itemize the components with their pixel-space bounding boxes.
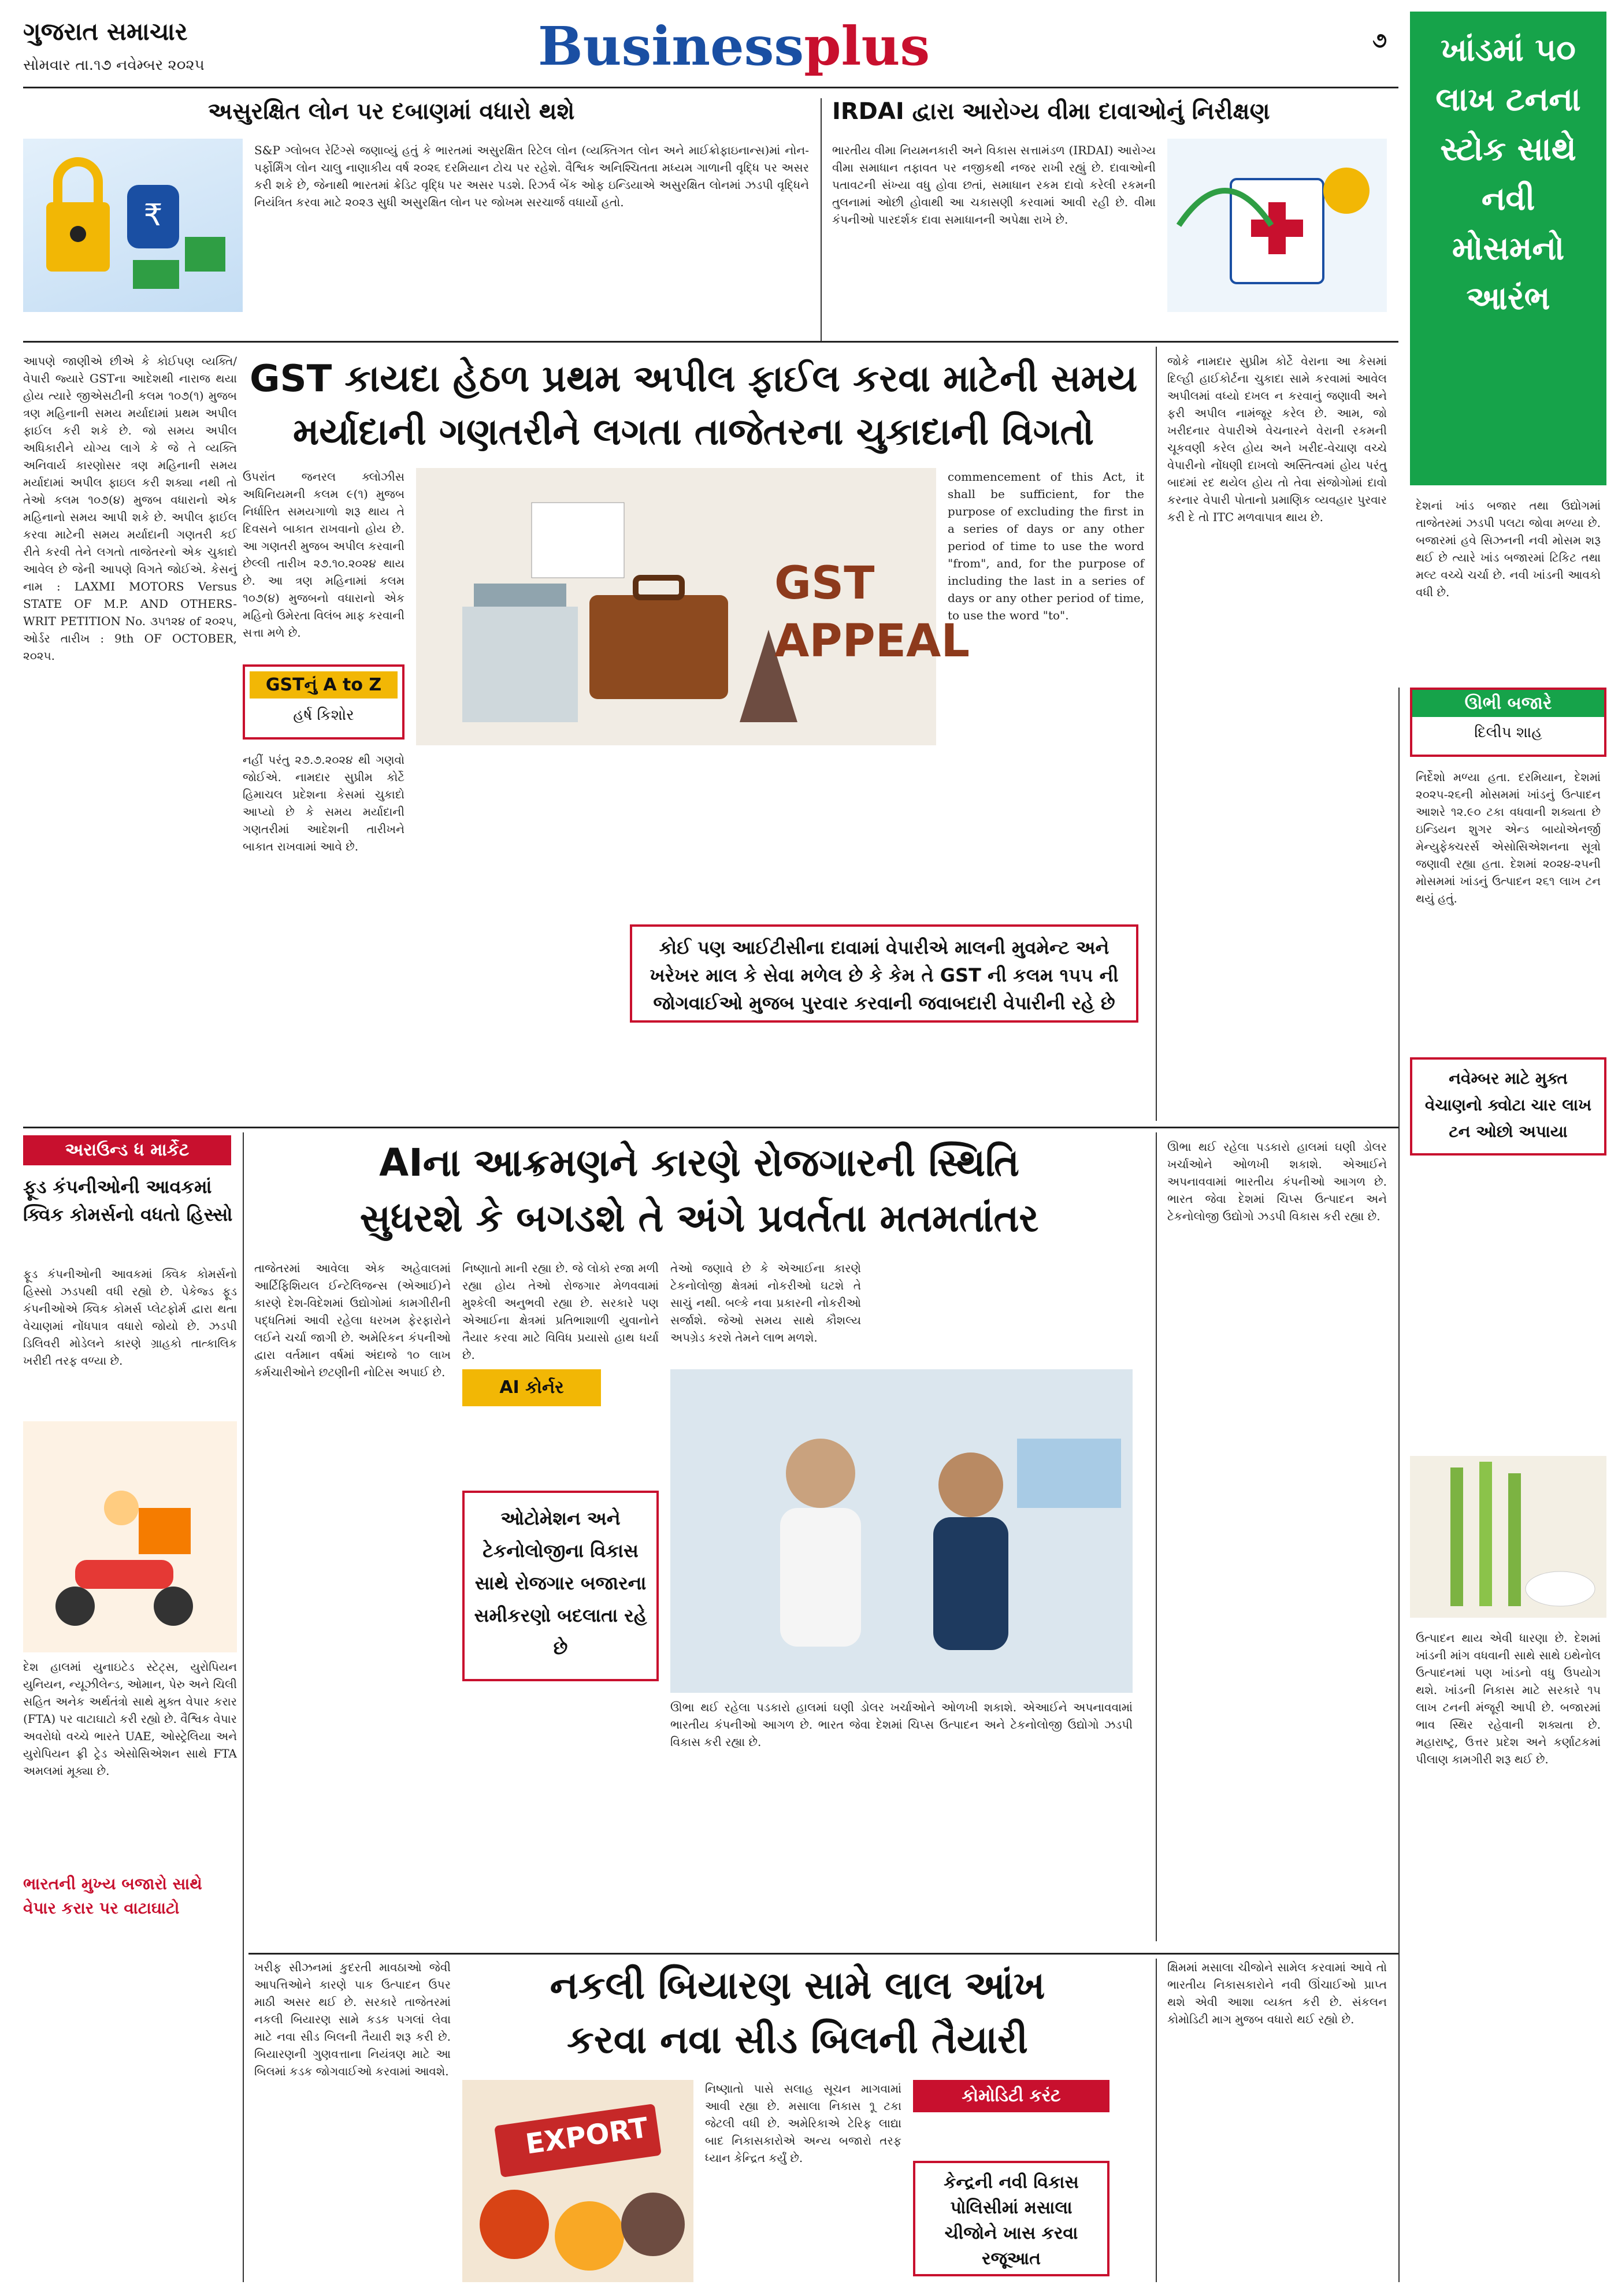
delivery-illustration [23, 1421, 237, 1652]
gst-col2b: નહીં પરંતુ ૨૭.૭.૨૦૨૪ થી ગણવો જોઈએ. નામદાર સુપ્રીમ કોર્ટે હિમાચલ પ્રદેશના કેસમાં ચુકાદો આપ્યો છે કે સમય મર્યાદાની ગણતરીમાં આદેશની તારીખને બાકાત રાખવામાં આવે છે. [243, 753, 404, 853]
masthead-rule [23, 87, 1398, 88]
tally-body: નિર્દેશો મળ્યા હતા. દરમિયાન, દેશમાં ૨૦૨૫-૨૬ની મોસમમાં ખાંડનું ઉત્પાદન આશરે ૧૨.૯૦ ટકા વધવાની શક્યતા છે ઇન્ડિયન શુગર એન્ડ બાયોએનર્જી મેન્યુફેક્ચરર્સ એસોસિએશનના સૂત્રો જણાવી રહ્યા હતા. દેશમાં ૨૦૨૪-૨૫ની મોસમમાં ખાંડનું ઉત્પાદન ૨૬૧ લાખ ટન થયું હતું. [1416, 770, 1601, 905]
section-title-main: Business [537, 15, 804, 77]
office-workers-image [670, 1369, 1133, 1693]
green-box-headline: ખાંડમાં ૫૦ લાખ ટનના સ્ટોક સાથે નવી મોસમનો આરંભ [1435, 31, 1581, 317]
gst-author: હર્ષ કિશોર [293, 707, 354, 724]
green-feature-box [1410, 12, 1606, 485]
ai-body-col4: ઊભા થઈ રહેલા પડકારો હાલમાં ઘણી ડોલર ખર્ચાઓને ઓળખી શકાશે. એઆઈને અપનાવવામાં ભારતીય કંપનીઓ આગળ છે. ભારત જેવા દેશમાં ચિપ્સ ઉત્પાદન અને ટેકનોલોજી ઉદ્યોગો ઝડપી વિકાસ કરી રહ્યા છે. [670, 1700, 1133, 1749]
ai-body-col3: તેઓ જણાવે છે કે એઆઈના કારણે ટેકનોલોજી ક્ષેત્રમાં નોકરીઓ ઘટશે તે સાચું નથી. બલ્કે નવા પ્રકારની નોકરીઓ સર્જાશે. જેઓ સમય સાથે કૌશલ્ય અપગ્રેડ કરશે તેમને લાભ મળશે. [670, 1261, 861, 1344]
around-market-body-2: દેશ હાલમાં યુનાઇટેડ સ્ટેટ્સ, યુરોપિયન યુનિયન, ન્યૂઝીલેન્ડ, ઓમાન, પેરુ અને ચિલી સહિત અનેક અર્થતંત્રો સાથે મુક્ત વેપાર કરાર (FTA) પર વાટાઘાટો કરી રહ્યો છે. વૈશ્વિક વેપાર અવરોધો વચ્ચે ભારતે UAE, ઓસ્ટ્રેલિયા અને યુરોપિયન ફ્રી ટ્રેડ એસોસિએશન સાથે FTA અમલમાં મૂક્યા છે. [23, 1660, 237, 1778]
ai-right-divider [1156, 1132, 1157, 1941]
seeds-headline [462, 1959, 1133, 2068]
ai-body-col1: તાજેતરમાં આવેલા એક અહેવાલમાં આર્ટિફિશિયલ ઈન્ટેલિજન્સ (એઆઈ)ને કારણે દેશ-વિદેશમાં ઉદ્યોગોમાં કામગીરીની પદ્ધતિમાં આવી રહેલા ધરખમ ફેરફારોને લઈને ચર્ચા જાગી છે. અમેરિકન કંપનીઓ દ્વારા વર્તમાન વર્ષમાં અંદાજે ૧૦ લાખ કર્મચારીઓને છટણીની નોટિસ અપાઈ છે. [254, 1261, 451, 1379]
sugarcane-icon [1410, 1456, 1606, 1618]
masthead-paper-name: ગુજરાત સમાચાર [23, 17, 188, 46]
gst-col1: આપણે જાણીએ છીએ કે કોઈપણ વ્યક્તિ/વેપારી જ્યારે GSTના આદેશથી નારાજ થયા હોય ત્યારે જીએસટીની કલમ ૧૦૭(૧) મુજબ ત્રણ મહિનાની સમય મર્યાદામાં પ્રથમ અપીલ ફાઈલ કરી શકે છે. જો સમય અપીલ અધિકારીને યોગ્ય લાગે કે જે તે વ્યક્તિ અનિવાર્ય કારણોસર ત્રણ મહિનાની સમય મર્યાદામાં અપીલ ફાઇલ કરી શક્યા નથી તો તેઓ કલમ ૧૦૭(૪) મુજબ વધારાનો એક મહિનાનો સમય આપી શકે છે. અપીલ ફાઈલ કરવા માટેની સમય મર્યાદાની ગણતરી કઈ રીતે કરવી તેને લગતો તાજેતરનો એક ચુકાદો આવેલ છે જેની આપણે વિગતે જોઈએ. કેસનું નામ : LAXMI MOTORS Versus STATE OF M.P. AND OTHERS- WRIT PETITION No. ૩૫૧૨૪ of ૨૦૨૫, ઓર્ડર તારીખ : 9th OF OCTOBER, ૨૦૨૫. [23, 354, 237, 663]
gst-headline-line2: મર્યાદાની ગણતરીને લગતા તાજેતરના ચુકાદાની વિગતો [293, 411, 1094, 454]
ai-headline [254, 1135, 1144, 1251]
top-column-divider [821, 98, 822, 341]
commodity-column-tag: કોમોડિટી કરંટ [913, 2080, 1109, 2112]
right-column-bottom: ઉત્પાદન થાય એવી ધારણા છે. દેશમાં ખાંડની માંગ વધવાની સાથે સાથે ઇથેનોલ ઉત્પાદનમાં પણ ખાંડનો વધુ ઉપયોગ થશે. ખાંડની નિકાસ માટે સરકારે ૧૫ લાખ ટનની મંજૂરી આપી છે. બજારમાં ભાવ સ્થિર રહેવાની શક્યતા છે. મહારાષ્ટ્ર, ઉત્તર પ્રદેશ અને કર્ણાટકમાં પીલાણ કામગીરી શરૂ થઈ છે. [1416, 1631, 1601, 1766]
seeds-body-col1: ખરીફ સીઝનમાં કુદરતી માવઠાઓ જેવી આપત્તિઓને કારણે પાક ઉત્પાદન ઉપર માઠી અસર થઈ છે. સરકારે તાજેતરમાં નકલી બિયારણ સામે કડક પગલાં લેવા માટે નવા સીડ બિલની તૈયારી શરૂ કરી છે. બિયારણની ગુણવત્તાના નિયંત્રણ માટે આ બિલમાં કડક જોગવાઈઓ કરવામાં આવશે. [254, 1960, 451, 2078]
ai-column-tag: AI કોર્નર [462, 1369, 601, 1406]
section-title [532, 12, 936, 81]
top-section-rule [23, 341, 1398, 343]
green-box-body: દેશનાં ખાંડ બજાર તથા ઉદ્યોગમાં તાજેતરમાં ઝડપી પલટા જોવા મળ્યા છે. બજારમાં હવે સિઝનની નવી મોસમ શરૂ થઈ છે ત્યારે ખાંડ બજારમાં ટિકિટ તથા મલ્ટ વચ્ચે ચર્ચા છે. નવી ખાંડની આવકો વધી છે. [1416, 499, 1601, 599]
gst-image-text-1: GST [774, 558, 875, 610]
seeds-right-divider [1156, 1959, 1157, 2282]
seeds-headline-line1: નકલી બિયારણ સામે લાલ આંખ [550, 1963, 1045, 2008]
irdai-illustration [1167, 139, 1387, 312]
health-insurance-icon [1167, 139, 1387, 312]
tally-callout: નવેમ્બર માટે મુક્ત વેચાણનો ક્વોટા ચાર લાખ ટન ઓછો અપાયા [1410, 1057, 1606, 1156]
right-divider [1398, 688, 1400, 2282]
gst-image-text-2: APPEAL [774, 615, 970, 667]
spices-export-label: EXPORT [524, 2111, 651, 2161]
ai-body-col5: ઊભા થઈ રહેલા પડકારો હાલમાં ઘણી ડોલર ખર્ચાઓને ઓળખી શકાશે. એઆઈને અપનાવવામાં ભારતીય કંપનીઓ આગળ છે. ભારત જેવા દેશમાં ચિપ્સ ઉત્પાદન અને ટેકનોલોજી ઉદ્યોગો ઝડપી વિકાસ કરી રહ્યા છે. [1167, 1140, 1387, 1223]
left-divider [243, 1132, 244, 2282]
svg-text:₹: ₹ [143, 198, 163, 233]
gst-column-tag-label: GSTનું A to Z [250, 671, 398, 699]
irdai-headline: IRDAI દ્વારા આરોગ્ય વીમા દાવાઓનું નિરીક્ષણ [832, 98, 1270, 125]
gst-col2: ઉપરાંત જનરલ ક્લોઝીસ અધિનિયમની કલમ ૯(૧) મુજબ નિર્ધારિત સમયગાળો શરૂ થાય તે દિવસને બાકાત રાખવાનો હોય છે. આ ગણતરી મુજબ અપીલ કરવાની છેલ્લી તારીખ ૨૭.૧૦.૨૦૨૪ થાય છે. આ ત્રણ મહિનામાં કલમ ૧૦૭(૪) મુજબનો વધારાનો એક મહિનો ઉમેરતા વિલંબ માફ કરવાની સત્તા મળે છે. [243, 470, 404, 640]
loans-illustration [23, 139, 243, 312]
spices-illustration [462, 2080, 693, 2282]
tally-column-header [1410, 688, 1606, 757]
loans-body: S&P ગ્લોબલ રેટિંગ્સે જણાવ્યું હતું કે ભારતમાં અસુરક્ષિત રિટેલ લોન (વ્યક્તિગત લોન અને માઈક્રોફાઇનાન્સ)માં નોન-પર્ફોર્મિંગ લોન ચાલુ નાણાકીય વર્ષ ૨૦૨૬ દરમિયાન ટોચ પર રહેશે. વૈશ્વિક અનિશ્ચિતતા મધ્યમ ગાળાની વૃદ્ધિ પર અસર કરી શકે છે, જેનાથી ભારતમાં ક્રેડિટ વૃદ્ધિ પર અસર પડશે. રિઝર્વ બેંક ઓફ ઇન્ડિયાએ અસુરક્ષિત લોનમાં ઝડપી વૃદ્ધિને નિયંત્રિત કરવા માટે ૨૦૨૩ સુધી અસુરક્ષિત લોન પર જોખમ સરચાર્જ વધાર્યો હતો. [254, 143, 809, 209]
ai-callout: ઓટોમેશન અને ટેકનોલોજીના વિકાસ સાથે રોજગાર બજારના સમીકરણો બદલાતા રહે છે [462, 1491, 659, 1681]
page-number: ૭ [1372, 29, 1387, 53]
gst-appeal-illustration [416, 468, 970, 745]
delivery-scooter-icon [23, 1421, 237, 1652]
gst-section-rule [23, 1127, 1398, 1128]
masthead-date: સોમવાર તા.૧૭ નવેમ્બર ૨૦૨૫ [23, 57, 205, 74]
padlock-money-icon [23, 139, 243, 312]
seeds-body-col2: નિષ્ણાતો પાસે સલાહ સૂચન માગવામાં આવી રહ્યા છે. મસાલા નિકાસ ૧ૂ ટકા જેટલી વધી છે. અમેરિકાએ ટેરિફ લાદ્યા બાદ નિકાસકારોએ અન્ય બજારો તરફ ધ્યાન કેન્દ્રિત કર્યું છે. [705, 2082, 901, 2165]
gst-headline-line1: GST કાયદા હેઠળ પ્રથમ અપીલ ફાઈલ કરવા માટેની સમય [249, 358, 1138, 400]
gst-col5: જોકે નામદાર સુપ્રીમ કોર્ટે વેરાના આ કેસમાં દિલ્હી હાઈકોર્ટના ચુકાદા સામે કરવામાં આવેલ અપીલમાં વધ્યો દખલ ન કરવાનું જણાવી અને ફરી અપીલ નામંજૂર કરેલ છે. આમ, જો ખરીદનાર વેપારીએ વેચનારને વેરાની રકમની ચૂકવણી કરેલ હોય અને ખરીદ-વેચાણ વચ્ચે વેપારીનો નોંધણી દાખલો અસ્તિત્વમાં હોય પરંતુ બાદમાં રદ થયેલ હોય તો તેવા સંજોગોમાં દાવો કરનાર વેપારી પોતાનો પ્રમાણિક વ્યવહાર પુરવાર કરી દે તો ITC મળવાપાત્ર થાય છે. [1167, 354, 1387, 524]
around-market-tag: અરાઉન્ડ ધ માર્કેટ [23, 1135, 231, 1165]
tally-author: દિલીપ શાહ [1474, 724, 1542, 741]
seeds-headline-line2: કરવા નવા સીડ બિલની તૈયારી [567, 2018, 1028, 2062]
tally-tag: ઊભી બજારે [1412, 690, 1604, 717]
around-market-headline: ફૂડ કંપનીઓની આવકમાં ક્વિક કોમર્સનો વધતો હિસ્સો [23, 1176, 233, 1225]
ai-headline-line1: AIના આક્રમણને કારણે રોજગારની સ્થિતિ [379, 1140, 1019, 1185]
sugar-illustration [1410, 1456, 1606, 1618]
seeds-body-col3: ક્ષિમમાં મસાલા ચીજોને સામેલ કરવામાં આવે તો ભારતીય નિકાસકારોને નવી ઊંચાઈઓ પ્રાપ્ત થશે એવી આશા વ્યક્ત કરી છે. સંકલન કોમોડિટી માગ મુજબ વધારો થઈ રહ્યો છે. [1167, 1960, 1387, 2026]
ai-headline-line2: સુધરશે કે બગડશે તે અંગે પ્રવર્તતા મતમતાંતર [359, 1196, 1039, 1240]
commodity-callout: કેન્દ્રની નવી વિકાસ પોલિસીમાં મસાલા ચીજોને ખાસ કરવા રજૂઆત [913, 2161, 1109, 2276]
gst-col4: commencement of this Act, it shall be sufficient, for the purpose of excluding the first in a series of days or any other period of time to use the word "from", and, for the purpose of including the last in a series of days or any other period of time, to use the word "to". [948, 470, 1144, 622]
loans-headline: અસુરક્ષિત લોન પર દબાણમાં વધારો થશે [208, 98, 575, 125]
irdai-body: ભારતીય વીમા નિયમનકારી અને વિકાસ સત્તામંડળ (IRDAI) આરોગ્ય વીમા સમાધાન તફાવત પર નજીકથી નજર રાખી રહ્યું છે. દાવાઓની પતાવટની સંખ્યા વધુ હોવા છતાં, સમાધાન રકમ દાવો કરેલી રકમની તુલનામાં ઓછી હોવાથી આ ચકાસણી કરવામાં આવી રહી છે. વીમા કંપનીઓ પારદર્શક દાવા સમાધાનની અપેક્ષા રાખે છે. [832, 143, 1156, 226]
section-title-accent: plus [804, 15, 930, 77]
around-market-subhead: ભારતની મુખ્ય બજારો સાથે વેપાર કરાર પર વાટાઘાટો [23, 1874, 202, 1918]
gst-column-tag [243, 664, 404, 740]
gst-headline [243, 352, 1144, 462]
gst-callout: કોઈ પણ આઈટીસીના દાવામાં વેપારીએ માલની મુવમેન્ટ અને ખરેખર માલ કે સેવા મળેલ છે કે કેમ તે GST ની કલમ ૧૫૫ ની જોગવાઈઓ મુજબ પુરવાર કરવાની જવાબદારી વેપારીની રહે છે [630, 924, 1138, 1023]
gst-right-divider [1156, 347, 1157, 1121]
ai-illustration [670, 1369, 1133, 1693]
ai-body-col2: નિષ્ણાતો માની રહ્યા છે. જે લોકો રજા મળી રહ્યા હોય તેઓ રોજગાર મેળવવામાં મુશ્કેલી અનુભવી રહ્યા છે. સરકારે પણ એઆઈના ક્ષેત્રમાં પ્રતિભાશાળી યુવાનોને તૈયાર કરવા માટે વિવિધ પ્રયાસો હાથ ધર્યા છે. [462, 1261, 659, 1362]
ai-section-rule [248, 1953, 1398, 1955]
around-market-body: ફૂડ કંપનીઓની આવકમાં ક્વિક કોમર્સનો હિસ્સો ઝડપથી વધી રહ્યો છે. પેકેજ્ડ ફૂડ કંપનીઓએ ક્વિક કોમર્સ પ્લેટફોર્મ દ્વારા થતા વેચાણમાં નોંધપાત્ર વધારો જોયો છે. ઝડપી ડિલિવરી મોડેલને કારણે ગ્રાહકો તાત્કાલિક ખરીદી તરફ વળ્યા છે. [23, 1267, 237, 1368]
spices-export-image [462, 2080, 693, 2282]
